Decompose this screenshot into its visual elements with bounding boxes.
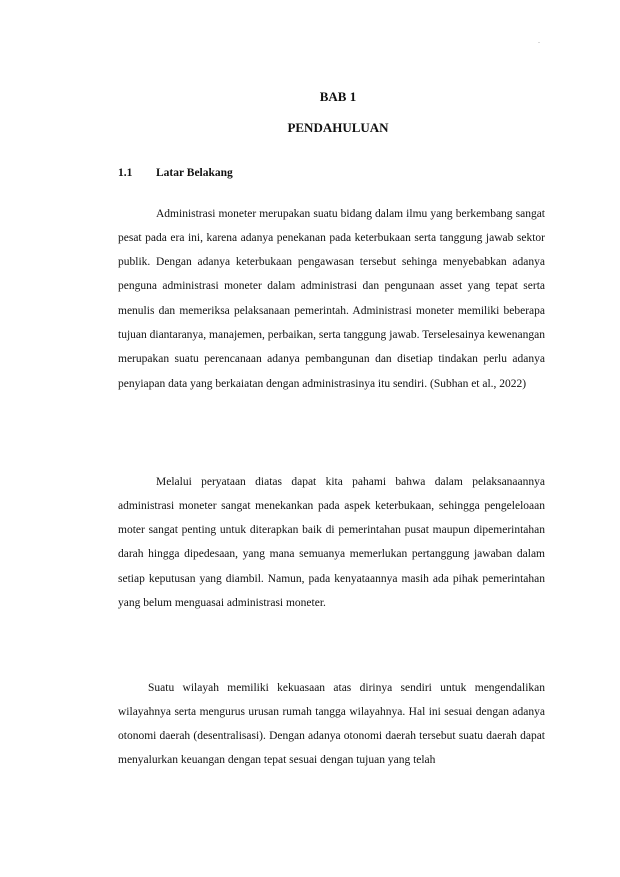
section-heading	[118, 167, 233, 179]
chapter-title: PENDAHULUAN	[287, 120, 389, 135]
section-title: Latar Belakang	[156, 167, 233, 179]
section-number: 1.1	[118, 167, 133, 179]
body-paragraph-2: Melalui peryataan diatas dapat kita pahami bahwa dalam pelaksanaannya administrasi moneter sangat menekankan pada aspek keterbukaan, sehingga pengeleloaan moter sangat penting untuk diterapkan baik di pemerintahan pusat maupun dipemerintahan darah hingga dipedesaan, yang mana semuanya memerlukan pertanggung jawaban dalam setiap keputusan yang diambil. Namun, pada kenyataannya masih ada pihak pemerintahan yang belum menguasai administrasi moneter.	[118, 475, 545, 609]
page-number: -	[538, 40, 540, 46]
chapter-number: BAB 1	[319, 89, 357, 104]
body-paragraph-1: Administrasi moneter merupakan suatu bidang dalam ilmu yang berkembang sangat pesat pada era ini, karena adanya penekanan pada keterbukaan serta tanggung jawab sektor publik. Dengan adanya keterbukaan pengawasan tersebut sehinga menyebabkan adanya penguna administrasi moneter dalam administrasi dan pengunaan asset yang tepat serta menulis dan memeriksa pelaksanaan pemerintah. Administrasi moneter memiliki beberapa tujuan diantaranya, manajemen, perbaikan, serta tanggung jawab. Terselesainya kewenangan merupakan suatu perencanaan adanya pembangunan dan disetiap tindakan perlu adanya penyiapan data yang berkaiatan dengan administrasinya itu sendiri. (Subhan et al., 2022)	[118, 207, 545, 390]
body-paragraph-3: Suatu wilayah memiliki kekuasaan atas dirinya sendiri untuk mengendalikan wilayahnya serta mengurus urusan rumah tangga wilayahnya. Hal ini sesuai dengan adanya otonomi daerah (desentralisasi). Dengan adanya otonomi daerah tersebut suatu daerah dapat menyalurkan keuangan dengan tepat sesuai dengan tujuan yang telah	[118, 681, 545, 767]
